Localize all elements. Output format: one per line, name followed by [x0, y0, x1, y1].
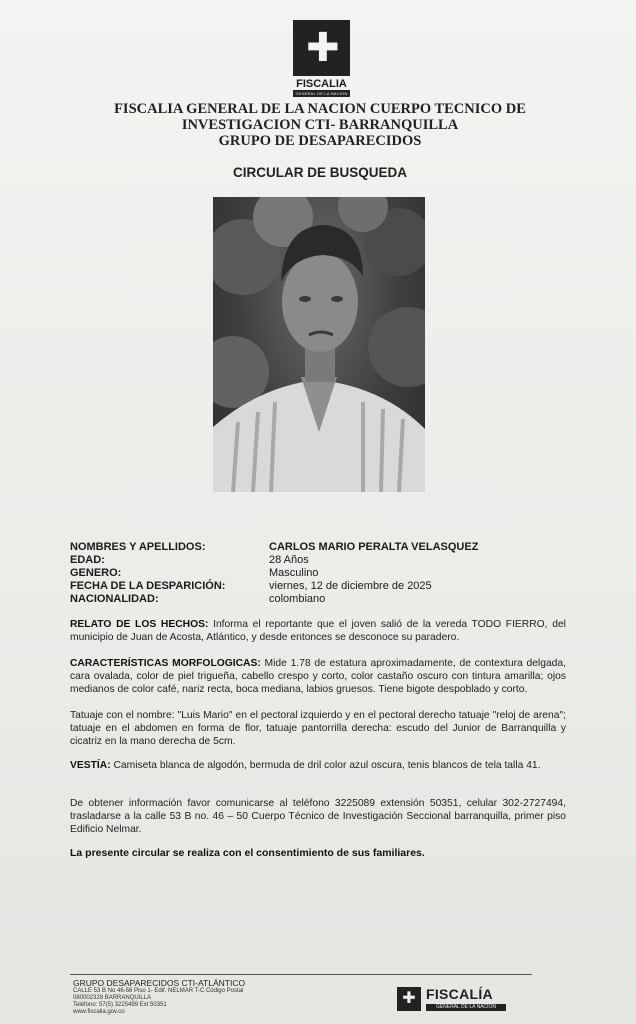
- logo-subtitle: GENERAL DE LA NACION: [293, 90, 350, 97]
- caracteristicas-heading: CARACTERÍSTICAS MORFOLOGICAS:: [70, 658, 261, 669]
- nationality-row: [70, 593, 570, 606]
- name-label: NOMBRES Y APELLIDOS:: [70, 541, 206, 553]
- logo-word: FISCALIA: [296, 78, 347, 90]
- contact-section: [70, 797, 566, 836]
- vestia-heading: VESTÍA:: [70, 760, 111, 771]
- footer-address: [73, 978, 333, 1016]
- vestia-text: Camiseta blanca de algodón, bermuda de dril color azul oscura, tenis blancos de tela talla 41.: [113, 760, 541, 771]
- institution-line-1: FISCALIA GENERAL DE LA NACION CUERPO TECNICO DE: [114, 101, 526, 117]
- nationality-label: NACIONALIDAD:: [70, 593, 159, 605]
- footer-line-4: www.fiscalia.gov.co: [73, 1009, 125, 1015]
- footer-line-2: 080002328 BARRANQUILLA: [73, 995, 152, 1001]
- footer-line-3: Teléfono: 57(5) 3225499 Ext 50351: [73, 1002, 167, 1008]
- tattoos-section: [70, 709, 566, 748]
- tattoos-text: Tatuaje con el nombre: "Luis Mario" en el pectoral izquierdo y en el pectoral derecho tatuaje "reloj de arena"; tatuaje en el abdomen en forma de flor, tatuaje pantorrilla derecha: escudo del Junior de Barranquilla y cicatriz en la mano derecha de 5cm.: [70, 710, 566, 747]
- footer-fiscalia-logo: [397, 986, 509, 1014]
- puzzle-piece-icon: ✚: [397, 987, 421, 1011]
- footer-logo-word: FISCALÍA: [426, 986, 493, 1002]
- relato-section: [70, 618, 566, 644]
- name-value: CARLOS MARIO PERALTA VELASQUEZ: [269, 541, 479, 553]
- footer-line-1: CALLE 53 B No 46-56 Piso 1- Edif. NELMAR T-C Código Postal: [73, 988, 244, 994]
- caracteristicas-text: Mide 1.78 de estatura aproximadamente, de contextura delgada, cara ovalada, color de piel trigueña, cabello crespo y corto, color castaño oscuro con tintura amarilla; ojos medianos de color café, nariz recta, boca mediana, labios gruesos. Tiene bigote despoblado y corto.: [70, 658, 566, 695]
- vestia-section: [70, 759, 566, 772]
- footer-heading: GRUPO DESAPARECIDOS CTI-ATLÁNTICO: [73, 978, 246, 988]
- caracteristicas-section: [70, 657, 566, 696]
- person-details: [70, 541, 570, 606]
- missing-person-photo: [213, 197, 425, 492]
- nationality-value: colombiano: [269, 593, 326, 605]
- name-row: [70, 541, 570, 554]
- date-value: viernes, 12 de diciembre de 2025: [269, 580, 432, 592]
- age-value: 28 Años: [269, 554, 309, 566]
- puzzle-piece-icon: ✚: [293, 20, 350, 76]
- fiscalia-logo: [293, 20, 350, 100]
- date-label: FECHA DE LA DESPARICIÓN:: [70, 580, 226, 592]
- portrait-illustration: [213, 197, 425, 492]
- age-label: EDAD:: [70, 554, 105, 566]
- gender-row: [70, 567, 570, 580]
- gender-value: Masculino: [269, 567, 319, 579]
- contact-text: De obtener información favor comunicarse al teléfono 3225089 extensión 50351, celular 302-2727494, trasladarse a la calle 53 B no. 46 – 50 Cuerpo Técnico de Investigación Seccional barranquilla, primer piso Edificio Nelmar.: [70, 798, 566, 835]
- gender-label: GENERO:: [70, 567, 122, 579]
- relato-heading: RELATO DE LOS HECHOS:: [70, 619, 209, 630]
- institution-header: [100, 101, 540, 149]
- footer-divider: [70, 974, 532, 975]
- footer-logo-subtitle: GENERAL DE LA NACIÓN: [426, 1004, 506, 1011]
- institution-line-2: INVESTIGACION CTI- BARRANQUILLA: [181, 117, 459, 133]
- closing-statement: La presente circular se realiza con el consentimiento de sus familiares.: [70, 847, 425, 859]
- date-row: [70, 580, 570, 593]
- age-row: [70, 554, 570, 567]
- document-title: CIRCULAR DE BUSQUEDA: [232, 165, 407, 180]
- relato-text: Informa el reportante que el joven salió de la vereda TODO FIERRO, del municipio de Juan de Acosta, Atlántico, y desde entonces se desconoce su paradero.: [70, 619, 566, 643]
- institution-line-3: GRUPO DE DESAPARECIDOS: [218, 133, 422, 149]
